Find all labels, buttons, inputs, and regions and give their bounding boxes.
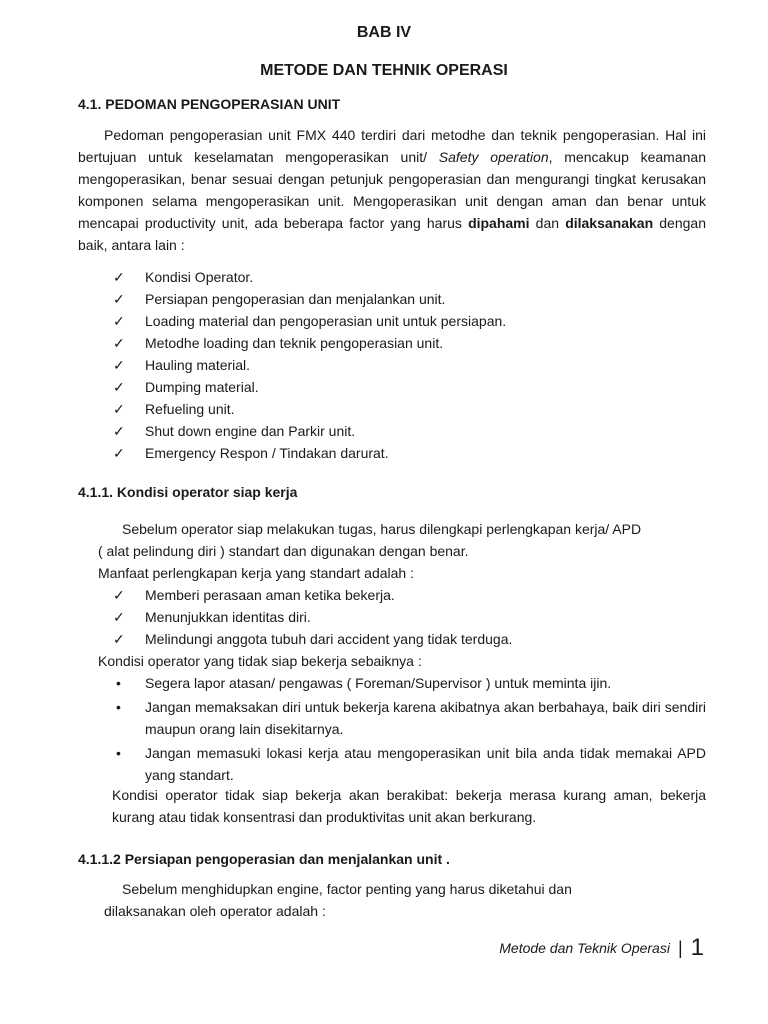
list-item-text: Melindungi anggota tubuh dari accident yang tidak terduga. [145, 631, 513, 647]
paragraph-line: Sebelum operator siap melakukan tugas, harus dilengkapi perlengkapan kerja/ APD [122, 521, 642, 537]
paragraph-line: Manfaat perlengkapan kerja yang standart adalah : [98, 565, 414, 581]
checkmark-icon: ✓ [113, 379, 125, 395]
list-item [0, 310, 768, 332]
paragraph-text: dan [529, 215, 566, 231]
list-item-text: Refueling unit. [145, 401, 235, 417]
chapter-title: BAB IV [356, 24, 412, 41]
checkmark-icon: ✓ [113, 269, 125, 285]
consequence-paragraph: Kondisi operator tidak siap bekerja akan berakibat: bekerja merasa kurang aman, bekerja kurang atau tidak konsentrasi dan produktivitas unit akan berkurang. [112, 787, 706, 825]
checkmark-icon: ✓ [113, 335, 125, 351]
list-item-text: Loading material dan pengoperasian unit untuk persiapan. [145, 313, 507, 329]
list-item [0, 354, 768, 376]
list-item-text: Jangan memaksakan diri untuk bekerja karena akibatnya akan berbahaya, baik diri sendiri maupun orang lain disekitarnya. [145, 699, 706, 737]
paragraph-line: dilaksanakan oleh operator adalah : [104, 903, 326, 919]
benefit-checklist [0, 584, 768, 650]
list-item [0, 442, 768, 464]
list-item [0, 672, 768, 694]
page-title: METODE DAN TEHNIK OPERASI [260, 62, 508, 79]
checkmark-icon: ✓ [113, 313, 125, 329]
list-item-text: Hauling material. [145, 357, 251, 373]
checkmark-icon: ✓ [113, 357, 125, 373]
checkmark-icon: ✓ [113, 445, 125, 461]
list-item [0, 266, 768, 288]
checkmark-icon: ✓ [113, 423, 125, 439]
checkmark-icon: ✓ [113, 587, 125, 603]
page-footer [499, 934, 704, 962]
list-item [0, 376, 768, 398]
footer-text: Metode dan Teknik Operasi [499, 940, 670, 956]
list-item-text: Memberi perasaan aman ketika bekerja. [145, 587, 395, 603]
list-item-text: Menunjukkan identitas diri. [145, 609, 311, 625]
checkmark-icon: ✓ [113, 291, 125, 307]
paragraph-line: Kondisi operator yang tidak siap bekerja sebaiknya : [98, 653, 422, 669]
list-item [0, 398, 768, 420]
bullet-icon: • [116, 675, 121, 691]
list-item [0, 606, 768, 628]
list-item [0, 288, 768, 310]
section-4-1-paragraph [78, 124, 706, 256]
bullet-icon: • [116, 745, 121, 761]
paragraph-text: dengan baik, antara lain : [78, 215, 706, 253]
list-item [0, 742, 768, 786]
checkmark-icon: ✓ [113, 631, 125, 647]
list-item [0, 628, 768, 650]
factor-checklist [0, 266, 768, 464]
list-item-text: Dumping material. [145, 379, 259, 395]
bold-term: dilaksanakan [565, 215, 654, 231]
page-number: 1 [690, 934, 704, 961]
checkmark-icon: ✓ [113, 401, 125, 417]
paragraph-text: Pedoman pengoperasian unit FMX 440 terdiri dari metodhe dan teknik pengoperasian. Hal ini bertujuan untuk keselamatan mengoperasikan unit/ [78, 127, 706, 165]
checkmark-icon: ✓ [113, 609, 125, 625]
list-item [0, 332, 768, 354]
list-item-text: Metodhe loading dan teknik pengoperasian unit. [145, 335, 444, 351]
list-item [0, 584, 768, 606]
list-item [0, 696, 768, 740]
bullet-icon: • [116, 699, 121, 715]
bold-term: dipahami [468, 215, 530, 231]
section-heading-4-1-1: 4.1.1. Kondisi operator siap kerja [78, 484, 298, 500]
footer-separator: | [677, 937, 683, 958]
italic-term: Safety operation [438, 149, 549, 165]
section-heading-4-1: 4.1. PEDOMAN PENGOPERASIAN UNIT [78, 96, 341, 112]
paragraph-line: Sebelum menghidupkan engine, factor penting yang harus diketahui dan [122, 881, 572, 897]
list-item-text: Segera lapor atasan/ pengawas ( Foreman/Supervisor ) untuk meminta ijin. [145, 675, 612, 691]
list-item-text: Persiapan pengoperasian dan menjalankan unit. [145, 291, 446, 307]
list-item-text: Jangan memasuki lokasi kerja atau mengoperasikan unit bila anda tidak memakai APD yang standart. [145, 745, 706, 783]
list-item [0, 420, 768, 442]
section-heading-4-1-1-2: 4.1.1.2 Persiapan pengoperasian dan menjalankan unit . [78, 851, 450, 867]
recommendation-list [0, 672, 768, 786]
list-item-text: Kondisi Operator. [145, 269, 254, 285]
paragraph-text: , mencakup keamanan mengoperasikan, benar sesuai dengan petunjuk pengoperasian dan mengurangi tingkat kerusakan komponen selama mengoperasikan unit. Mengoperasikan unit dengan aman dan benar untuk mencapai productivity unit, ada beberapa factor yang harus [78, 149, 706, 231]
paragraph-line: ( alat pelindung diri ) standart dan digunakan dengan benar. [98, 543, 469, 559]
list-item-text: Shut down engine dan Parkir unit. [145, 423, 356, 439]
list-item-text: Emergency Respon / Tindakan darurat. [145, 445, 389, 461]
